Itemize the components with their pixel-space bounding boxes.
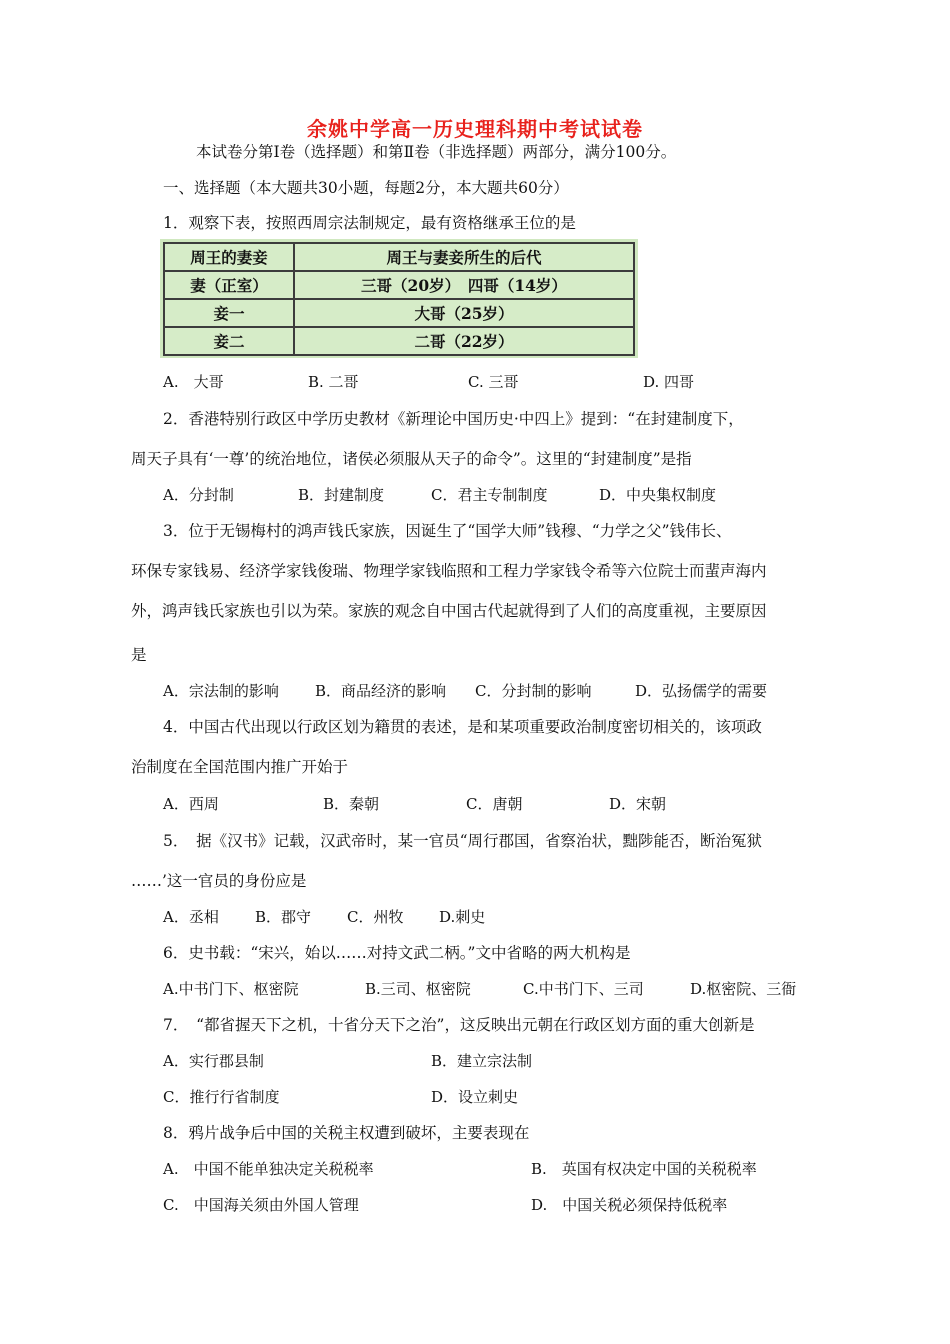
- option-d[interactable]: D．宋朝: [609, 795, 667, 813]
- option-a[interactable]: A．宗法制的影响: [163, 682, 279, 700]
- question-3-line: 外，鸿声钱氏家族也引以为荣。家族的观念自中国古代起就得到了人们的高度重视，主要原因: [131, 602, 767, 620]
- option-d[interactable]: D．中央集权制度: [599, 486, 717, 504]
- question-7-stem: 7． “都省握天下之机，十省分天下之治”，这反映出元朝在行政区划方面的重大创新是: [163, 1016, 755, 1034]
- exam-title: 余姚中学高一历史理科期中考试试卷: [307, 117, 643, 141]
- question-7-options: [163, 1051, 532, 1071]
- section-heading: 一、选择题（本大题共30小题，每题2分，本大题共60分）: [163, 179, 569, 197]
- question-5-line: ……’这一官员的身份应是: [131, 872, 307, 890]
- option-c[interactable]: C. 三哥: [468, 373, 519, 391]
- question-3-options: [163, 681, 767, 701]
- table-row: [164, 327, 634, 355]
- option-b[interactable]: B．封建制度: [298, 486, 385, 504]
- option-b[interactable]: B. 二哥: [308, 373, 359, 391]
- question-2-line: 2．香港特别行政区中学历史教材《新理论中国历史·中四上》提到：“在封建制度下，: [163, 410, 744, 428]
- question-3-line: 环保专家钱易、经济学家钱俊瑞、物理学家钱临照和工程力学家钱令希等六位院士而蜚声海内: [131, 562, 767, 580]
- option-a[interactable]: A.中书门下、枢密院: [163, 980, 299, 998]
- table-row: [164, 299, 634, 327]
- question-6-stem: 6．史书载：“宋兴，始以……对持文武二柄。”文中省略的两大机构是: [163, 944, 631, 962]
- table-cell: 妾二: [164, 327, 294, 355]
- question-4-options: [163, 794, 666, 814]
- option-b[interactable]: B. 英国有权决定中国的关税税率: [531, 1160, 757, 1178]
- option-a[interactable]: A．实行郡县制: [163, 1052, 264, 1070]
- option-d[interactable]: D. 中国关税必须保持低税率: [531, 1196, 728, 1214]
- question-5-line: 5． 据《汉书》记载，汉武帝时，某一官员“周行郡国，省察治状，黜陟能否，断治冤狱: [163, 832, 763, 850]
- option-d[interactable]: D．设立刺史: [431, 1088, 519, 1106]
- question-7-options: [163, 1087, 518, 1107]
- table-cell: 妾一: [164, 299, 294, 327]
- option-d[interactable]: D.枢密院、三衙: [690, 980, 797, 998]
- question-4-line: 治制度在全国范围内推广开始于: [131, 758, 349, 776]
- table-header: 周王的妻妾: [164, 243, 294, 271]
- question-4-line: 4．中国古代出现以行政区划为籍贯的表述，是和某项重要政治制度密切相关的，该项政: [163, 718, 762, 736]
- option-c[interactable]: C．推行行省制度: [163, 1088, 280, 1106]
- option-a[interactable]: A．丞相: [163, 908, 219, 926]
- table-header: 周王与妻妾所生的后代: [294, 243, 634, 271]
- option-a[interactable]: A. 中国不能单独决定关税税率: [163, 1160, 374, 1178]
- question-3-line: 是: [131, 646, 147, 664]
- option-d[interactable]: D.刺史: [439, 908, 486, 926]
- option-c[interactable]: C．君主专制制度: [431, 486, 548, 504]
- question-8-options: [163, 1195, 727, 1215]
- exam-intro: 本试卷分第Ⅰ卷（选择题）和第Ⅱ卷（非选择题）两部分，满分100分。: [196, 143, 677, 161]
- option-c[interactable]: C. 中国海关须由外国人管理: [163, 1196, 359, 1214]
- option-b[interactable]: B．商品经济的影响: [315, 682, 447, 700]
- table-cell: 妻（正室）: [164, 271, 294, 299]
- option-b[interactable]: B．建立宗法制: [431, 1052, 533, 1070]
- kinship-table: [163, 242, 635, 356]
- option-a[interactable]: A．分封制: [163, 486, 234, 504]
- question-1-options: [163, 372, 694, 392]
- question-2-options: [163, 485, 716, 505]
- question-8-stem: 8．鸦片战争后中国的关税主权遭到破坏，主要表现在: [163, 1124, 530, 1142]
- option-a[interactable]: A. 大哥: [163, 373, 224, 391]
- option-c[interactable]: C．唐朝: [466, 795, 523, 813]
- option-a[interactable]: A．西周: [163, 795, 219, 813]
- option-b[interactable]: B.三司、枢密院: [365, 980, 471, 998]
- option-d[interactable]: D. 四哥: [643, 373, 695, 391]
- option-b[interactable]: B．秦朝: [323, 795, 380, 813]
- table-cell: 二哥（22岁）: [294, 327, 634, 355]
- table-row: [164, 271, 634, 299]
- table-cell: 三哥（20岁） 四哥（14岁）: [294, 271, 634, 299]
- option-c[interactable]: C．分封制的影响: [475, 682, 592, 700]
- question-1-stem: 1．观察下表，按照西周宗法制规定，最有资格继承王位的是: [163, 214, 576, 232]
- question-5-options: [163, 907, 485, 927]
- question-8-options: [163, 1159, 757, 1179]
- question-3-line: 3．位于无锡梅村的鸿声钱氏家族，因诞生了“国学大师”钱穆、“力学之父”钱伟长、: [163, 522, 732, 540]
- option-c[interactable]: C.中书门下、三司: [523, 980, 644, 998]
- question-6-options: [163, 979, 796, 999]
- table-cell: 大哥（25岁）: [294, 299, 634, 327]
- option-c[interactable]: C．州牧: [347, 908, 404, 926]
- option-d[interactable]: D．弘扬儒学的需要: [635, 682, 768, 700]
- table-header-row: [164, 243, 634, 271]
- option-b[interactable]: B．郡守: [255, 908, 312, 926]
- question-2-line: 周天子具有‘一尊’的统治地位，诸侯必须服从天子的命令”。这里的“封建制度”是指: [131, 450, 692, 468]
